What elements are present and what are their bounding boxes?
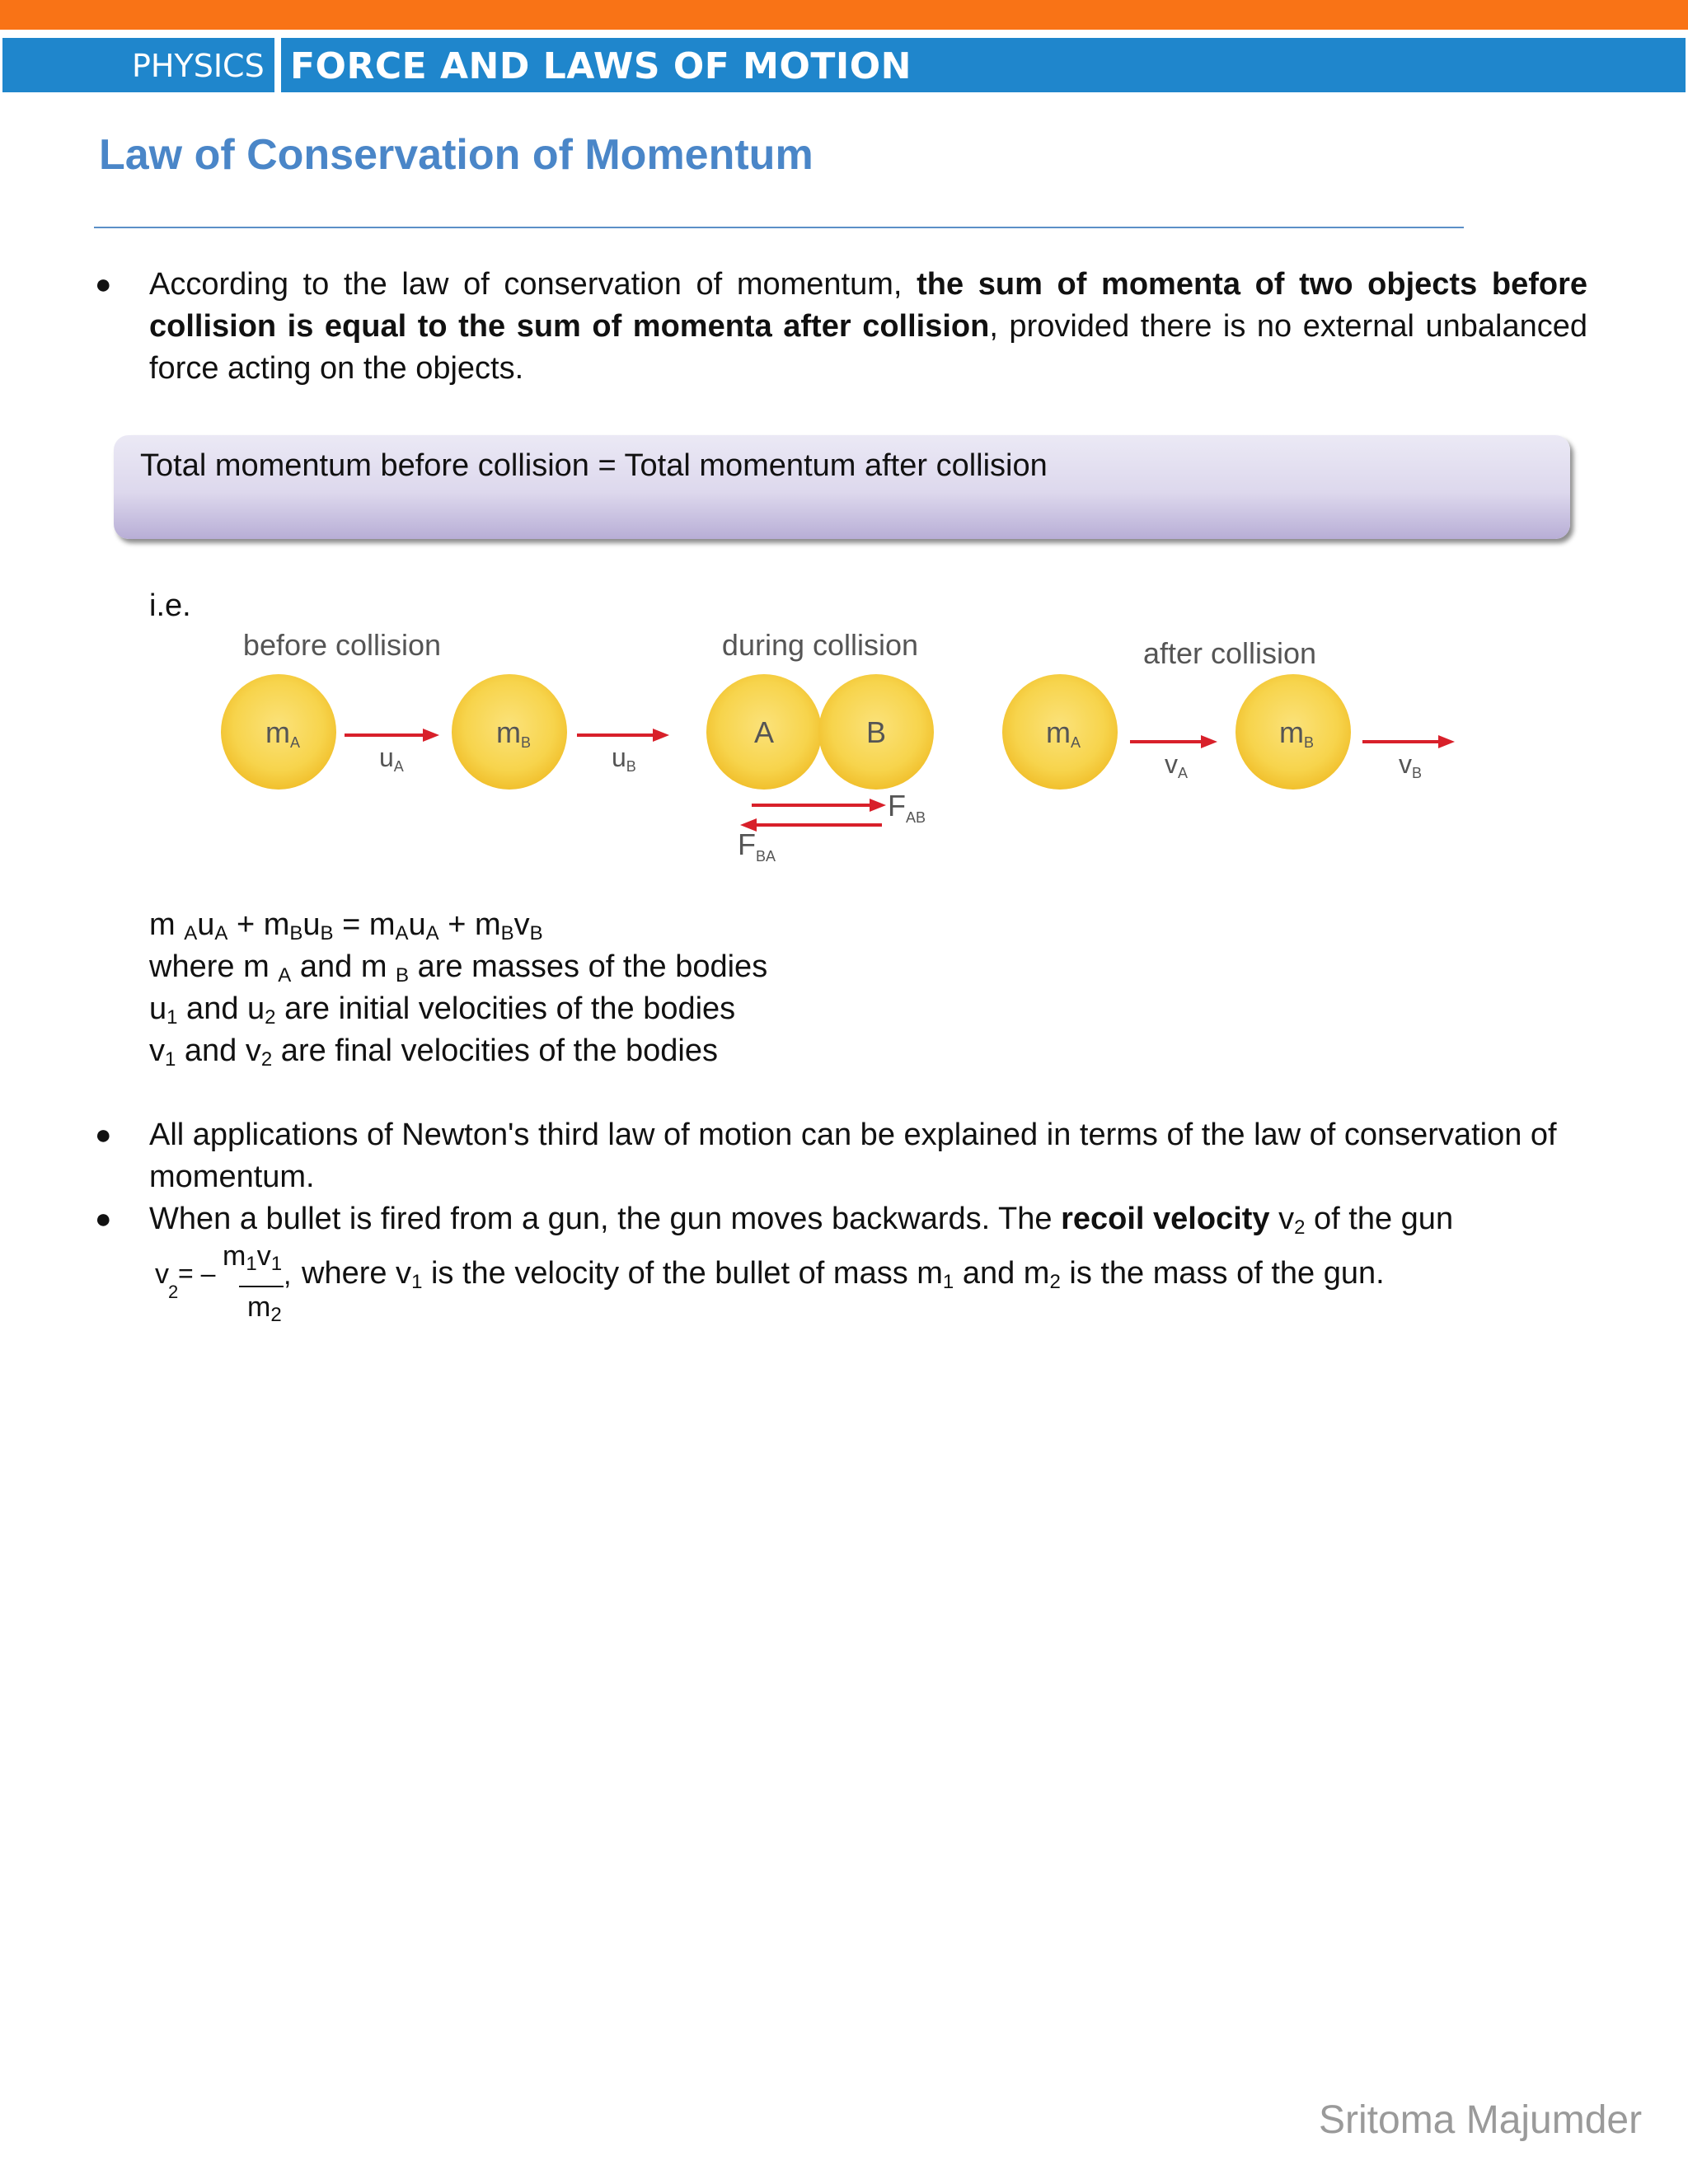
u-symbol: u [149, 991, 167, 1026]
m-symbol: m [496, 715, 521, 749]
m-symbol: m [263, 907, 290, 942]
recoil-explanation [302, 1256, 1385, 1291]
text: and [291, 949, 361, 984]
statement-box [114, 435, 1570, 539]
subscript: 1 [246, 1253, 257, 1275]
arrow-head [653, 729, 669, 742]
ball-letter: A [753, 715, 775, 749]
subscript: A [1071, 734, 1081, 751]
v-symbol: v [513, 907, 530, 942]
subject-label: PHYSICS [132, 48, 265, 84]
subscript: 2 [168, 1282, 179, 1302]
v-symbol: v [1278, 1202, 1295, 1236]
text: and [176, 1033, 246, 1068]
statement-text: Total momentum before collision = Total momentum after collision [140, 448, 1048, 483]
arrow-head [1201, 735, 1217, 748]
velocity-label [1399, 749, 1422, 781]
subscript: 2 [270, 1304, 282, 1326]
subscript: 1 [166, 1006, 178, 1029]
chapter-title: FORCE AND LAWS OF MOTION [290, 45, 912, 87]
u-symbol: u [247, 991, 265, 1026]
subscript: 2 [1294, 1216, 1306, 1239]
fraction-denominator [247, 1291, 282, 1324]
subscript: A [214, 922, 228, 944]
subscript: A [278, 964, 292, 987]
subscript: BA [756, 848, 776, 865]
initial-velocities-definition [149, 988, 767, 1030]
m-symbol: m [265, 715, 290, 749]
masses-definition [149, 946, 767, 988]
v-symbol: v [149, 1033, 165, 1068]
momentum-equation-block [149, 904, 767, 1072]
m-symbol: m [1279, 715, 1304, 749]
subscript: 1 [270, 1253, 283, 1275]
top-accent-stripe [0, 0, 1688, 30]
fraction-bar [239, 1286, 284, 1287]
text: is the velocity of the bullet of mass m [422, 1256, 943, 1291]
v-symbol: v [256, 1240, 271, 1272]
subscript: AB [906, 809, 926, 826]
subscript: B [1304, 734, 1315, 751]
plus: + [438, 907, 475, 942]
bullet-conservation-law [149, 264, 1587, 390]
title-rule [94, 227, 1464, 228]
v-symbol: v [245, 1033, 261, 1068]
comma: , [284, 1259, 292, 1291]
m-symbol: m [223, 1240, 246, 1272]
f-symbol: F [738, 827, 756, 861]
equals-minus: = – [178, 1258, 216, 1288]
v-symbol: v [155, 1258, 169, 1290]
velocity-label [612, 743, 636, 775]
emphasis: the sum of momenta of two objects before collision is equal to the sum of momenta after collision [149, 267, 1587, 344]
m-symbol: m [247, 1291, 271, 1323]
text: is the mass of the gun. [1060, 1256, 1385, 1291]
subscript: B [500, 922, 514, 944]
m-symbol: m [243, 949, 279, 984]
ie-label: i.e. [149, 588, 191, 623]
after-collision-label: after collision [1142, 636, 1317, 670]
during-collision-label: during collision [721, 628, 919, 662]
before-collision-label: before collision [242, 628, 442, 662]
bullet-newton-third-law: All applications of Newton's third law of motion can be explained in terms of the law of conservation of momentum. [149, 1118, 1557, 1194]
u-symbol: u [612, 743, 626, 772]
velocity-label [379, 743, 404, 775]
arrow-head [423, 729, 439, 742]
emphasis: recoil velocity [1061, 1202, 1270, 1236]
subscript: 2 [260, 1048, 273, 1071]
ball-letter: B [865, 715, 887, 749]
arrow-head [870, 799, 886, 812]
subscript: B [320, 922, 334, 944]
u-symbol: u [408, 907, 426, 942]
bullet-icon: ● [95, 1203, 112, 1235]
velocity-label [1165, 749, 1188, 781]
subscript: A [393, 758, 404, 775]
text: are masses of the bodies [409, 949, 768, 984]
m-symbol: m [474, 907, 501, 942]
m-symbol: m [360, 949, 396, 984]
plus: + [227, 907, 264, 942]
fraction-numerator [223, 1240, 283, 1275]
subscript: 1 [942, 1271, 954, 1293]
bullet-recoil [149, 1198, 1453, 1240]
text: According to the law of conservation of momentum, [149, 267, 917, 302]
text: of the gun [1305, 1202, 1454, 1236]
force-label [888, 789, 926, 826]
bullet-icon: ● [95, 1119, 112, 1151]
arrow-head [1438, 735, 1455, 748]
equals: = [333, 907, 369, 942]
m-symbol: m [149, 907, 185, 942]
u-symbol: u [302, 907, 321, 942]
text: and m [954, 1256, 1050, 1291]
collision-diagram [210, 622, 1479, 886]
subscript: 2 [265, 1006, 276, 1029]
text: and [177, 991, 248, 1026]
text: , provided there is no external unbalanced force acting on the objects. [149, 309, 1587, 386]
subscript: A [425, 922, 439, 944]
m-symbol: m [1046, 715, 1071, 749]
m-symbol: m [368, 907, 396, 942]
subscript: B [626, 758, 636, 775]
author-signature: Sritoma Majumder [1319, 2098, 1643, 2142]
text: where [149, 949, 244, 984]
momentum-equation [149, 904, 767, 946]
v-symbol: v [1399, 749, 1412, 779]
header-divider [274, 38, 281, 92]
subscript: A [184, 922, 198, 944]
subscript: A [1178, 765, 1189, 781]
subscript: B [1412, 765, 1423, 781]
text: are initial velocities of the bodies [275, 991, 736, 1026]
bullet-icon: ● [95, 269, 112, 300]
subscript: B [529, 922, 543, 944]
text: are final velocities of the bodies [272, 1033, 719, 1068]
u-symbol: u [197, 907, 215, 942]
subscript: 2 [1049, 1271, 1061, 1293]
page-title: Law of Conservation of Momentum [99, 131, 814, 179]
subscript: B [289, 922, 303, 944]
text: When a bullet is fired from a gun, the gun moves backwards. The [149, 1202, 1062, 1236]
v-symbol: v [1165, 749, 1178, 779]
force-label [738, 827, 776, 865]
subscript: 1 [165, 1048, 176, 1071]
subscript: B [521, 734, 532, 751]
u-symbol: u [379, 743, 394, 772]
subscript: A [395, 922, 409, 944]
subscript: B [396, 964, 410, 987]
text: where v [302, 1256, 412, 1291]
subscript: 1 [411, 1271, 423, 1293]
final-velocities-definition [149, 1030, 767, 1072]
f-symbol: F [888, 789, 906, 823]
subscript: A [290, 734, 301, 751]
